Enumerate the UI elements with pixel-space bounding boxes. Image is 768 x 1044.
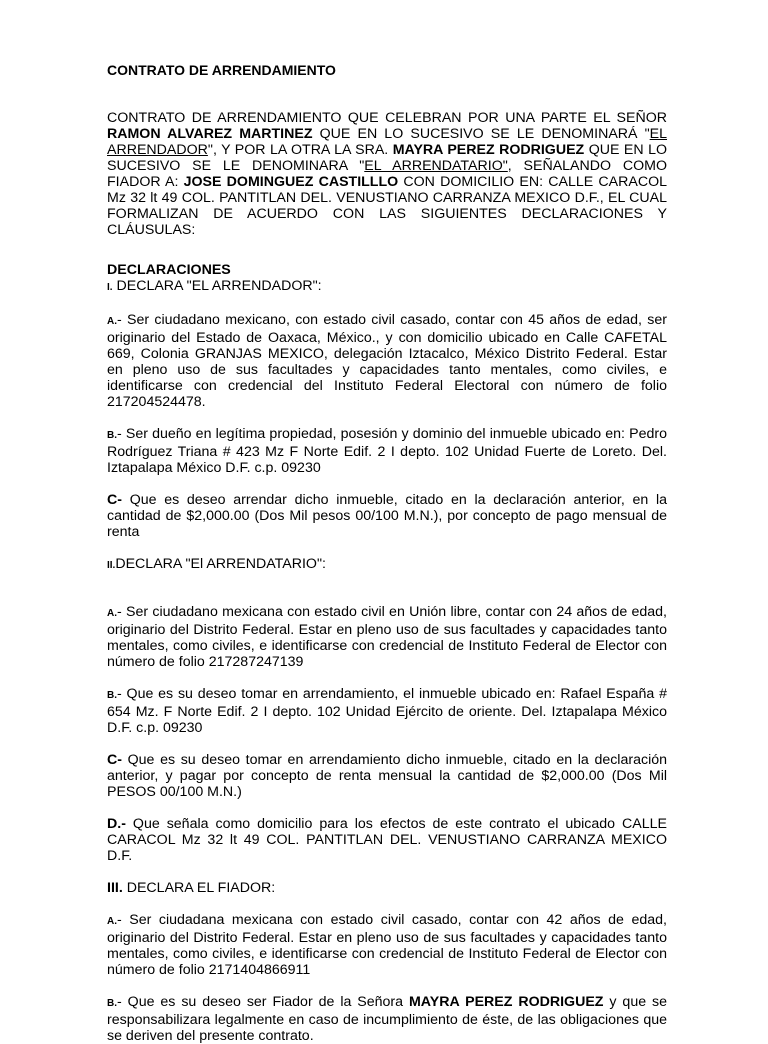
- clause-1b: [107, 426, 667, 476]
- section-number: I.: [107, 282, 113, 293]
- section-number: II.: [107, 560, 116, 571]
- clause-label: A.: [107, 608, 117, 619]
- clause-label: B.: [107, 430, 117, 441]
- arrendatario-name: MAYRA PEREZ RODRIGUEZ: [408, 994, 604, 1010]
- section-number: III.: [107, 880, 123, 896]
- arrendatario-name: MAYRA PEREZ RODRIGUEZ: [392, 142, 585, 158]
- clause-1c: [107, 492, 667, 540]
- clause-text: Que es deseo arrendar dicho inmueble, citado en la declaración anterior, en la cantidad de $2,000.00 (Dos Mil pesos 00/100 M.N.), por concepto de pago mensual de renta: [107, 492, 667, 540]
- clause-text: Que es su deseo tomar en arrendamiento dicho inmueble, citado en la declaración anterior, y pagar por concepto de renta mensual la cantidad de $2,000.00 (Dos Mil PESOS 00/100 M.N.): [107, 752, 667, 800]
- clause-text: Que señala como domicilio para los efectos de este contrato el ubicado CALLE CARACOL Mz 32 lt 49 COL. PANTITLAN DEL. VENUSTIANO CARRANZA MEXICO D.F.: [107, 816, 667, 864]
- clause-label: B.: [107, 998, 117, 1009]
- clause-label: A.: [107, 916, 117, 927]
- clause-1a: [107, 312, 667, 410]
- clause-text: y que se responsabilizara legalmente en caso de incumplimiento de éste, de las obligaciones que se deriven del presente contrato.: [107, 994, 668, 1044]
- arrendador-name: RAMON ALVAREZ MARTINEZ: [107, 126, 313, 142]
- section-1-heading: [107, 278, 667, 296]
- clause-text: - Ser ciudadana mexicana con estado civil casado, contar con 42 años de edad, originario del Distrito Federal. Estar en pleno uso de sus facultades y capacidades tanto mentales, como civiles, e identificarse con credencial de Instituto Federal de Elector con número de folio 2171404866911: [107, 912, 667, 978]
- section-3-heading: [107, 880, 667, 896]
- arrendatario-term: EL ARRENDATARIO": [364, 158, 508, 174]
- clause-text: - Ser ciudadano mexicano, con estado civil casado, contar con 45 años de edad, ser originario del Estado de Oaxaca, México., y con domicilio ubicado en Calle CAFETAL 669, Colonia GRANJAS MEXICO, delegación Iztacalco, México Distrito Federal. Estar en pleno uso de sus facultades y capacidades tanto mentales, como civiles, e identificarse con credencial del Instituto Federal Electoral con número de folio 217204524478.: [107, 312, 667, 410]
- clause-label: A.: [107, 316, 117, 327]
- intro-text: CON DOMICILIO EN: CALLE CARACOL Mz 32 lt 49 COL. PANTITLAN DEL. VENUSTIANO CARRANZA MEXICO D.F., EL CUAL FORMALIZAN DE ACUERDO CON LAS SIGUIENTES DECLARACIONES Y CLÁUSULAS:: [107, 174, 668, 238]
- document-title: CONTRATO DE ARRENDAMIENTO: [107, 62, 336, 78]
- clause-label: C-: [107, 752, 122, 768]
- clause-text: - Que es su deseo ser Fiador de la Señora: [117, 994, 409, 1010]
- declaraciones-heading: DECLARACIONES: [107, 262, 231, 278]
- intro-text: ", Y POR LA OTRA LA SRA.: [207, 142, 393, 158]
- clause-2a: [107, 604, 667, 670]
- clause-text: - Que es su deseo tomar en arrendamiento, el inmueble ubicado en: Rafael España # 654 Mz. F Norte Edif. 2 I depto. 102 Unidad Ejército de oriente. Del. Iztapalapa México D.F. c.p. 09230: [107, 686, 667, 736]
- clause-label: C-: [107, 492, 122, 508]
- intro-paragraph: [107, 110, 667, 238]
- clause-text: - Ser ciudadano mexicana con estado civil en Unión libre, contar con 24 años de edad, originario del Distrito Federal. Estar en pleno uso de sus facultades y capacidades tanto mentales, como civiles, e identificarse con credencial de Instituto Federal de Elector con número de folio 217287247139: [107, 604, 667, 670]
- arrendador-term: EL ARRENDADOR: [107, 126, 668, 158]
- section-heading-text: DECLARA "EL ARRENDADOR":: [112, 278, 322, 294]
- fiador-name: JOSE DOMINGUEZ CASTILLLO: [183, 174, 399, 190]
- clause-label: D.-: [107, 816, 126, 832]
- clause-3a: [107, 912, 667, 978]
- section-heading-text: DECLARA EL FIADOR:: [122, 880, 276, 896]
- clause-2d: [107, 816, 667, 864]
- section-2-heading: [107, 556, 667, 574]
- intro-text: QUE EN LO SUCESIVO SE LE DENOMINARÁ ": [312, 126, 650, 142]
- contract-body: [107, 62, 667, 1044]
- intro-text: , SEÑALANDO COMO FIADOR A:: [107, 158, 667, 190]
- section-heading-text: DECLARA "El ARRENDATARIO":: [115, 556, 326, 572]
- intro-text: CONTRATO DE ARRENDAMIENTO QUE CELEBRAN POR UNA PARTE EL SEÑOR: [107, 110, 667, 126]
- clause-2c: [107, 752, 667, 800]
- clause-text: - Ser dueño en legítima propiedad, posesión y dominio del inmueble ubicado en: Pedro Rodríguez Triana # 423 Mz F Norte Edif. 2 I depto. 102 Unidad Fuerte de Loreto. Del. Iztapalapa México D.F. c.p. 09230: [107, 426, 667, 476]
- clause-label: B.: [107, 690, 117, 701]
- clause-2b: [107, 686, 667, 736]
- clause-3b: [107, 994, 667, 1044]
- intro-text: QUE EN LO SUCESIVO SE LE DENOMINARA ": [107, 142, 667, 174]
